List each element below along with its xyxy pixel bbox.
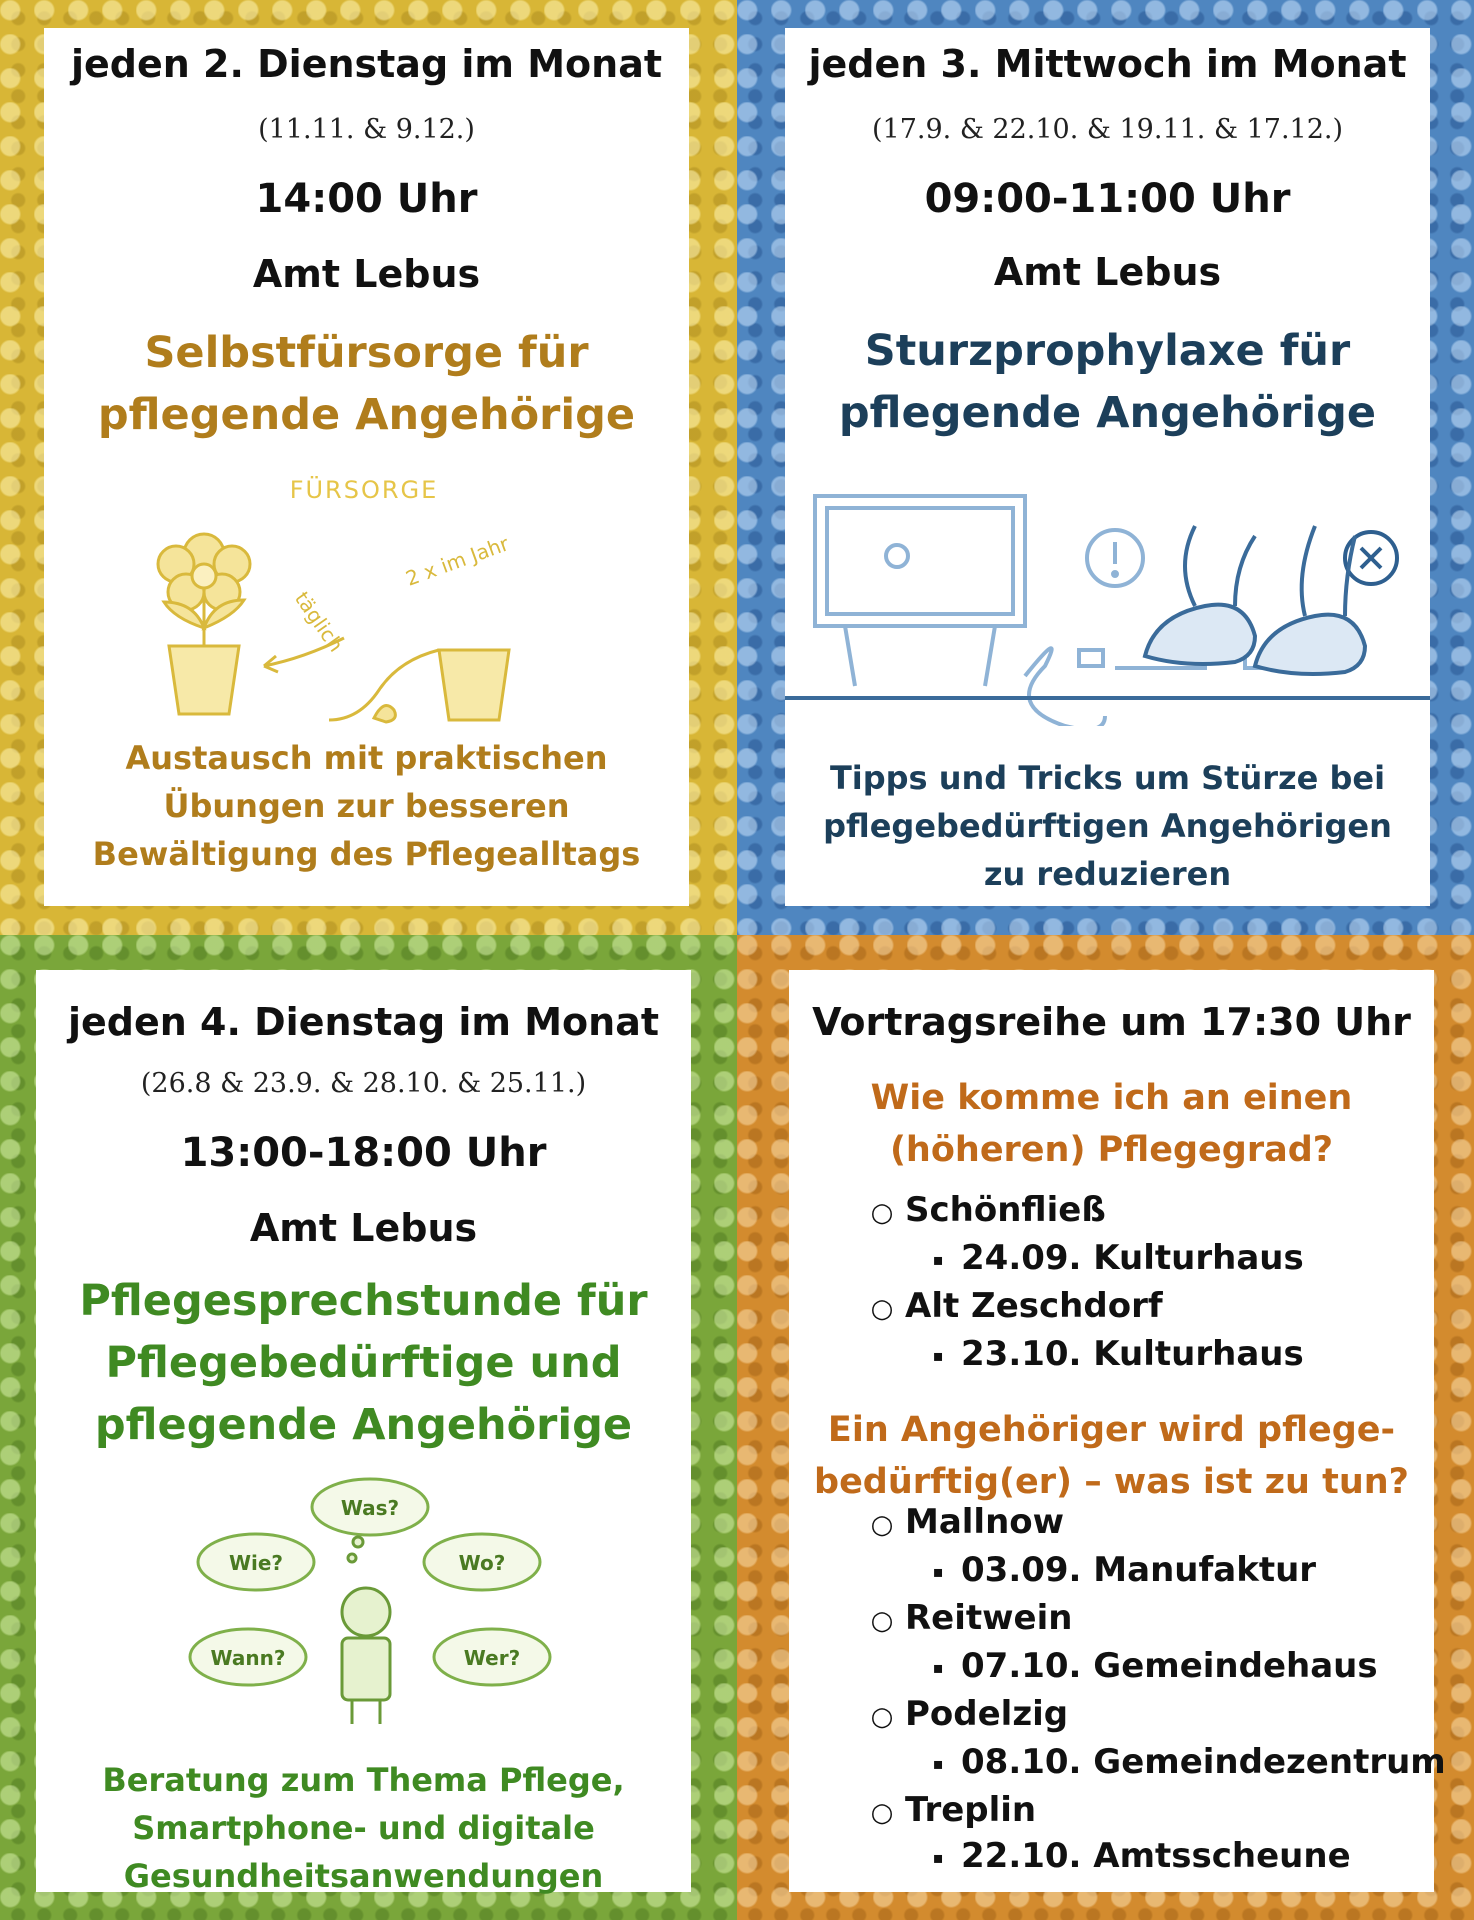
self-care-illustration <box>44 468 689 738</box>
bubble-label: Wie? <box>228 1551 284 1575</box>
card-description-line: Austausch mit praktischen <box>125 739 608 777</box>
card-description <box>785 754 1430 898</box>
square-bullet-icon: ▪ <box>932 1346 944 1365</box>
card-place: Amt Lebus <box>252 252 481 296</box>
topic-title-line: bedürftig(er) – was ist zu tun? <box>814 1462 1409 1502</box>
card-sturzprophylaxe <box>785 28 1430 906</box>
card-dates: (17.9. & 22.10. & 19.11. & 17.12.) <box>872 114 1343 145</box>
quadrant-sturzprophylaxe <box>737 0 1474 935</box>
card-title-line: pflegende Angehörige <box>97 390 636 440</box>
square-bullet-icon: ▪ <box>932 1250 944 1269</box>
bubble-label: Was? <box>340 1496 400 1520</box>
circle-bullet-icon: ○ <box>870 1606 894 1636</box>
card-title-line: pflegende Angehörige <box>838 388 1377 438</box>
circle-bullet-icon: ○ <box>870 1510 894 1540</box>
card-heading: jeden 3. Mittwoch im Monat <box>808 42 1407 86</box>
fuersorge-label: FÜRSORGE <box>289 476 439 504</box>
event-item: ▪ 03.09. Manufaktur <box>915 1550 1316 1590</box>
card-title-line: Pflegebedürftige und <box>105 1338 622 1388</box>
location-item: ○ Treplin <box>859 1790 1036 1830</box>
arrow-icon <box>264 638 344 672</box>
location-item: ○ Mallnow <box>859 1502 1064 1542</box>
location-item: ○ Reitwein <box>859 1598 1072 1638</box>
card-time: 09:00-11:00 Uhr <box>924 176 1291 222</box>
event-item: ▪ 22.10. Amtsscheune <box>915 1836 1351 1876</box>
card-vortragsreihe <box>789 970 1446 1892</box>
event-item: ▪ 23.10. Kulturhaus <box>915 1334 1304 1374</box>
card-place: Amt Lebus <box>993 250 1222 294</box>
event-item: ▪ 24.09. Kulturhaus <box>915 1238 1304 1278</box>
topic-title-line: Ein Angehöriger wird pflege- <box>827 1410 1396 1450</box>
circle-bullet-icon: ○ <box>870 1198 894 1228</box>
event-item: ▪ 07.10. Gemeindehaus <box>915 1646 1378 1686</box>
card-title-line: pflegende Angehörige <box>94 1400 633 1450</box>
event-item: ▪ 08.10. Gemeindezentrum <box>915 1742 1446 1782</box>
topic-title <box>789 1404 1434 1508</box>
bubble-label: Wer? <box>463 1646 521 1670</box>
circle-bullet-icon: ○ <box>870 1294 894 1324</box>
card-title <box>44 322 689 446</box>
card-heading: jeden 2. Dienstag im Monat <box>70 42 663 86</box>
card-description-line: Smartphone- und digitale <box>132 1809 595 1847</box>
warning-icon <box>1087 530 1143 586</box>
flower-icon <box>158 534 250 714</box>
circle-bullet-icon: ○ <box>870 1798 894 1828</box>
card-description-line: Beratung zum Thema Pflege, <box>102 1761 625 1799</box>
cabinet-icon <box>815 496 1025 686</box>
card-description-line: pflegebedürftigen Angehörigen <box>823 807 1392 845</box>
bubble-label: Wann? <box>210 1646 286 1670</box>
card-description-line: Tipps und Tricks um Stürze bei <box>829 759 1386 797</box>
card-title-line: Selbstfürsorge für <box>144 328 589 378</box>
card-time: 13:00-18:00 Uhr <box>180 1130 547 1176</box>
card-dates: (11.11. & 9.12.) <box>258 114 475 145</box>
card-selbstfuersorge <box>44 28 689 906</box>
square-bullet-icon: ▪ <box>932 1754 944 1773</box>
card-description <box>36 1756 691 1900</box>
thinking-person-icon <box>342 1537 390 1724</box>
location-item: ○ Schönfließ <box>859 1190 1106 1230</box>
circle-bullet-icon: ○ <box>870 1702 894 1732</box>
topic-title-line: Wie komme ich an einen <box>870 1078 1353 1118</box>
square-bullet-icon: ▪ <box>932 1658 944 1677</box>
card-dates: (26.8 & 23.9. & 28.10. & 25.11.) <box>140 1068 587 1099</box>
location-item: ○ Podelzig <box>859 1694 1068 1734</box>
questions-illustration <box>36 1472 691 1732</box>
card-title <box>785 320 1430 444</box>
bubble-label: Wo? <box>458 1551 506 1575</box>
yearly-label: 2 x im Jahr <box>402 531 512 591</box>
card-place: Amt Lebus <box>249 1206 478 1250</box>
square-bullet-icon: ▪ <box>932 1562 944 1581</box>
card-time: 14:00 Uhr <box>255 176 478 222</box>
card-heading: Vortragsreihe um 17:30 Uhr <box>812 1000 1411 1044</box>
card-title-line: Sturzprophylaxe für <box>864 326 1351 376</box>
quadrant-vortragsreihe <box>737 935 1474 1920</box>
daily-label: täglich <box>289 587 349 657</box>
topic-title-line: (höheren) Pflegegrad? <box>889 1130 1334 1170</box>
card-pflegesprechstunde <box>36 970 691 1895</box>
card-description-line: Übungen zur besseren <box>163 787 570 825</box>
card-description-line: Gesundheitsanwendungen <box>123 1857 604 1895</box>
card-description-line: Bewältigung des Pflegealltags <box>92 835 641 873</box>
fall-hazard-illustration <box>785 486 1430 726</box>
topic-title <box>789 1072 1434 1176</box>
card-description-line: zu reduzieren <box>983 855 1232 893</box>
quadrant-pflegesprechstunde <box>0 935 737 1920</box>
card-title-line: Pflegesprechstunde für <box>79 1276 648 1326</box>
quadrant-selbstfuersorge <box>0 0 737 935</box>
tipped-pot-icon <box>329 650 509 722</box>
square-bullet-icon: ▪ <box>932 1848 944 1867</box>
card-title <box>36 1270 691 1456</box>
card-description <box>44 734 689 878</box>
location-item: ○ Alt Zeschdorf <box>859 1286 1163 1326</box>
card-heading: jeden 4. Dienstag im Monat <box>67 1000 660 1044</box>
